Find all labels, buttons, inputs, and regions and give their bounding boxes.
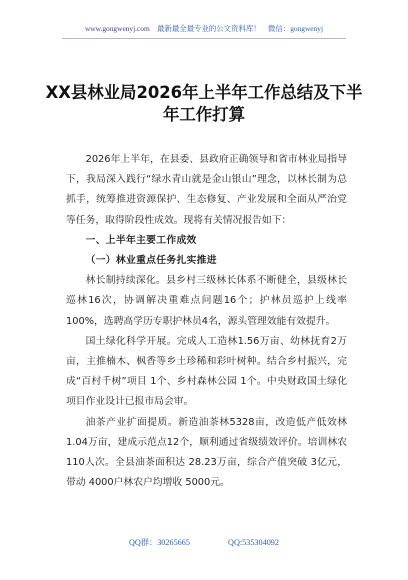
- section-heading: 一、上半年主要工作成效: [85, 234, 197, 246]
- subsection-heading: （一）林业重点任务扎实推进: [85, 255, 217, 267]
- header-slogan: 最新最全最专业的公文资料库！: [157, 24, 261, 33]
- header-url[interactable]: www.gongwenyj.com: [84, 24, 150, 33]
- linzhang-paragraph: 林长制持续深化。县乡村三级林长体系不断健全，县级林长巡林16次，协调解决重难点问题16个；护林员巡护上线率100%，选聘高学历专职护林员4名，源头管理效能有效提升。: [66, 275, 347, 327]
- page-footer: [0, 538, 408, 548]
- camellia-paragraph: 油茶产业扩面提质。新造油茶林5328亩，改造低产低效林1.04万亩，建成示范点12个，顺利通过省级绩效评价。培训林农 110人次。全县油茶面积达 28.23万亩，综合产值突破 3亿元，带动 4000户林农户均增收 5000元。: [66, 416, 347, 489]
- greening-paragraph: 国土绿化科学开展。完成人工造林1.56万亩、幼林抚育2万亩，主推楠木、枫香等乡土珍稀和彩叶树种。结合乡村振兴，完成“百村千树”项目 1个、乡村森林公园 1个。中央财政国土绿化项目作业设计已报市局会审。: [66, 335, 347, 408]
- document-body: [66, 150, 347, 493]
- footer-qq: QQ:535304092: [228, 538, 279, 547]
- page-header: [0, 24, 408, 34]
- document-title: XX县林业局2026年上半年工作总结及下半年工作打算: [45, 83, 363, 124]
- header-wechat: 微信：gongwenyj: [268, 24, 324, 33]
- header-divider: [62, 38, 346, 39]
- footer-qq-group: QQ群：30265665: [129, 538, 190, 547]
- intro-paragraph: 2026年上半年，在县委、县政府正确领导和省市林业局指导下，我局深入践行“绿水青山就是金山银山”理念，以林长制为总抓手，统筹推进资源保护、生态修复、产业发展和全面从严治党等任务，取得阶段性成效。现将有关情况报告如下：: [66, 154, 347, 226]
